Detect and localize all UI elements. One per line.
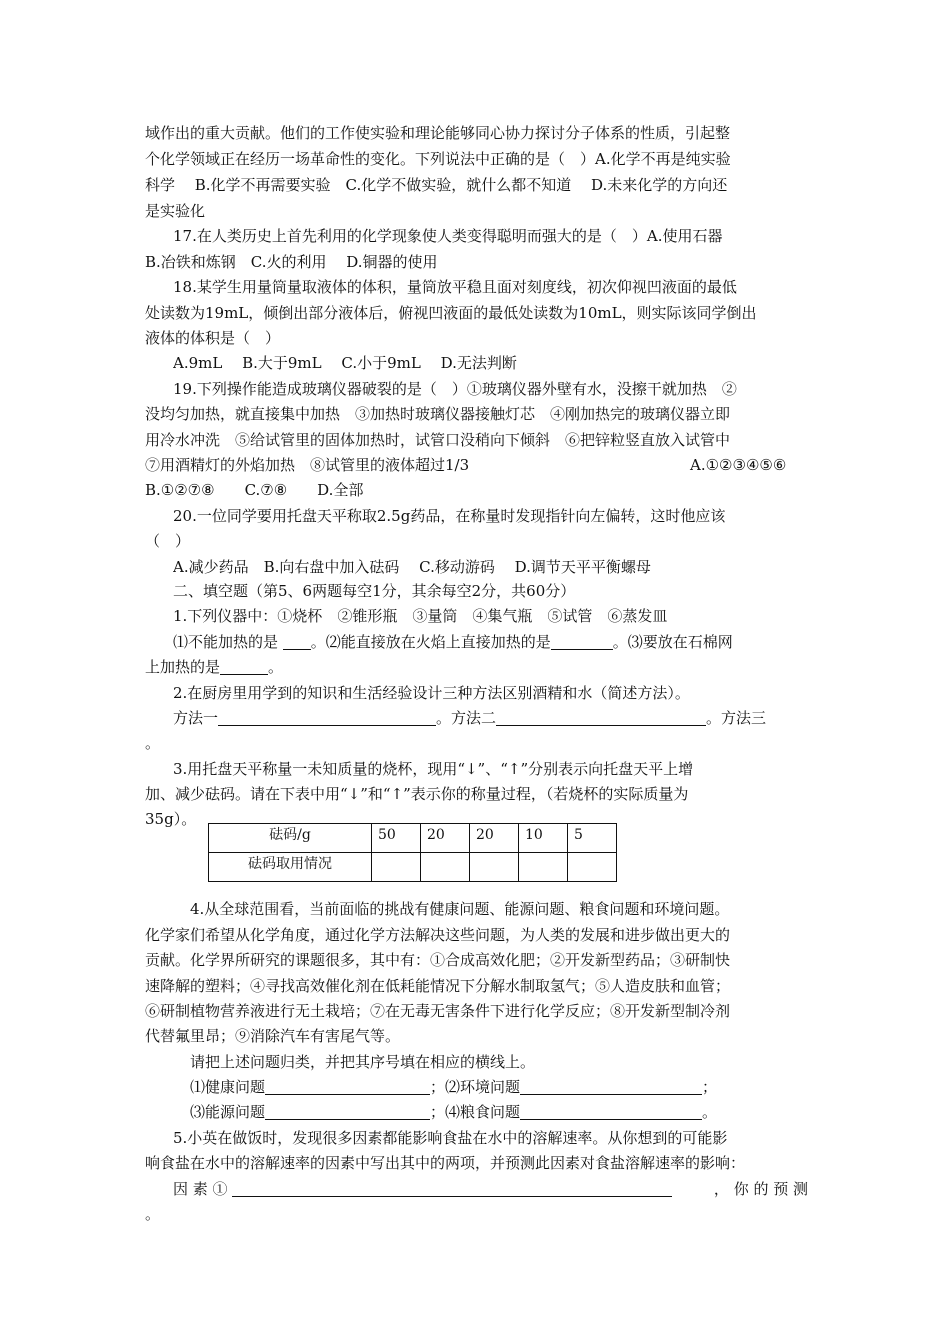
text-segment: ⑦用酒精灯的外焰加热 ⑧试管里的液体超过1/3	[145, 456, 470, 474]
text-line	[190, 1099, 808, 1125]
text-line	[173, 629, 836, 655]
text-segment: 。方法三	[706, 709, 767, 727]
text-line: 个化学领域正在经历一场革命性的变化。下列说法中正确的是（ ）A.化学不再是纯实验	[145, 150, 731, 168]
question-19: 19.下列操作能造成玻璃仪器破裂的是（ ）①玻璃仪器外壁有水，没擦干就加热 ②	[173, 380, 737, 398]
text-line: 没均匀加热，就直接集中加热 ③加热时玻璃仪器接触灯芯 ④刚加热完的玻璃仪器立即	[145, 405, 731, 423]
answer-cell[interactable]	[470, 853, 519, 882]
text-line	[190, 1074, 808, 1100]
question-17: 17.在人类历史上首先利用的化学现象使人类变得聪明而强大的是（ ）A.使用石器	[173, 227, 723, 245]
text-line	[173, 705, 836, 731]
text-line: 。	[145, 1205, 161, 1223]
text-segment: ；⑷粮食问题	[430, 1103, 521, 1121]
text-line: ⑥研制植物营养液进行无土栽培；⑦在无毒无害条件下进行化学反应；⑧开发新型制冷剂	[145, 1002, 731, 1020]
weight-cell: 50	[372, 824, 421, 853]
text-line: 化学家们希望从化学角度，通过化学方法解决这些问题，为人类的发展和进步做出更大的	[145, 926, 731, 944]
question-19-options: B.①②⑦⑧ C.⑦⑧ D.全部	[145, 481, 364, 499]
instruction-line: 请把上述问题归类，并把其序号填在相应的横线上。	[190, 1053, 536, 1071]
answer-blank[interactable]	[551, 633, 613, 650]
answer-blank[interactable]	[232, 1180, 672, 1197]
text-line: 。	[145, 734, 161, 752]
answer-blank[interactable]	[496, 709, 706, 726]
fill-question-5: 5.小英在做饭时，发现很多因素都能影响食盐在水中的溶解速率。从你想到的可能影	[173, 1129, 728, 1147]
table-row-label: 砝码取用情况	[209, 853, 372, 882]
text-segment: 上加热的是	[145, 658, 221, 676]
text-line: 代替氟里昂；⑨消除汽车有害尾气等。	[145, 1027, 401, 1045]
text-line: 用冷水冲洗 ⑤给试管里的固体加热时，试管口没稍向下倾斜 ⑥把锌粒竖直放入试管中	[145, 431, 731, 449]
question-18-options: A.9mL B.大于9mL C.小于9mL D.无法判断	[173, 354, 517, 372]
text-segment: 。	[268, 658, 284, 676]
text-line	[145, 452, 808, 478]
question-18: 18.某学生用量筒量取液体的体积，量筒放平稳且面对刻度线，初次仰视凹液面的最低	[173, 278, 737, 296]
text-line: 贡献。化学界所研究的课题很多，其中有：①合成高效化肥；②开发新型药品；③研制快	[145, 951, 731, 969]
text-segment: ， 你 的 预 测	[713, 1180, 808, 1198]
answer-blank[interactable]	[220, 658, 268, 675]
text-line: 加、减少砝码。请在下表中用“↓”和“↑”表示你的称量过程，（若烧杯的实际质量为	[145, 785, 689, 803]
fill-question-2: 2.在厨房里用学到的知识和生活经验设计三种方法区别酒精和水（简述方法）。	[173, 684, 690, 702]
text-line: 液体的体积是（ ）	[145, 329, 281, 347]
text-segment: 。⑶要放在石棉网	[612, 633, 733, 651]
weights-table	[208, 823, 617, 882]
text-segment: ⑴健康问题	[190, 1078, 266, 1096]
fill-question-4: 4.从全球范围看，当前面临的挑战有健康问题、能源问题、粮食问题和环境问题。	[190, 900, 730, 918]
text-line: （ ）	[145, 532, 191, 550]
answer-cell[interactable]	[519, 853, 568, 882]
text-line	[145, 654, 808, 680]
answer-cell[interactable]	[568, 853, 617, 882]
answer-blank[interactable]	[283, 633, 311, 650]
answer-blank[interactable]	[520, 1103, 702, 1120]
table-row	[209, 853, 617, 882]
answer-blank[interactable]	[520, 1078, 702, 1095]
text-line: 35g）。	[145, 810, 197, 828]
weight-cell: 20	[421, 824, 470, 853]
fill-question-3: 3.用托盘天平称量一未知质量的烧杯，现用“↓”、“↑”分别表示向托盘天平上增	[173, 760, 694, 778]
text-segment: ；⑵环境问题	[430, 1078, 521, 1096]
weight-cell: 10	[519, 824, 568, 853]
text-segment: 。	[702, 1103, 718, 1121]
answer-cell[interactable]	[421, 853, 470, 882]
question-20: 20.一位同学要用托盘天平称取2.5g药品，在称量时发现指针向左偏转，这时他应该	[173, 507, 726, 525]
table-header-cell: 砝码/g	[209, 824, 372, 853]
text-segment: 。⑵能直接放在火焰上直接加热的是	[310, 633, 551, 651]
text-line: 处读数为19mL，倾倒出部分液体后，俯视凹液面的最低处读数为10mL，则实际该同学倒出	[145, 304, 757, 322]
section-heading: 二、填空题（第5、6两题每空1分，其余每空2分，共60分）	[173, 582, 576, 600]
text-segment: 方法一	[173, 709, 219, 727]
question-20-options: A.减少药品 B.向右盘中加入砝码 C.移动游码 D.调节天平平衡螺母	[173, 558, 651, 576]
answer-cell[interactable]	[372, 853, 421, 882]
question-19-option-a: A.①②③④⑤⑥	[690, 456, 787, 474]
fill-question-1: 1.下列仪器中：①烧杯 ②锥形瓶 ③量筒 ④集气瓶 ⑤试管 ⑥蒸发皿	[173, 607, 668, 625]
text-line: 科学 B.化学不再需要实验 C.化学不做实验，就什么都不知道 D.未来化学的方向还	[145, 176, 728, 194]
weight-cell: 20	[470, 824, 519, 853]
text-line	[173, 1176, 808, 1202]
text-segment: ⑶能源问题	[190, 1103, 266, 1121]
text-line: 速降解的塑料；④寻找高效催化剂在低耗能情况下分解水制取氢气；⑤人造皮肤和血管；	[145, 977, 731, 995]
table-row	[209, 824, 617, 853]
text-segment: 因 素 ①	[173, 1180, 228, 1198]
text-segment: 。方法二	[436, 709, 497, 727]
text-line: 响食盐在水中的溶解速率的因素中写出其中的两项，并预测此因素对食盐溶解速率的影响：	[145, 1154, 746, 1172]
text-segment: ；	[702, 1078, 718, 1096]
text-line: 域作出的重大贡献。他们的工作使实验和理论能够同心协力探讨分子体系的性质，引起整	[145, 124, 731, 142]
weight-cell: 5	[568, 824, 617, 853]
answer-blank[interactable]	[265, 1103, 430, 1120]
answer-blank[interactable]	[218, 709, 436, 726]
text-segment: ⑴不能加热的是	[173, 633, 283, 651]
answer-blank[interactable]	[265, 1078, 430, 1095]
question-17-options: B.冶铁和炼钢 C.火的利用 D.铜器的使用	[145, 253, 438, 271]
text-line: 是实验化	[145, 202, 206, 220]
